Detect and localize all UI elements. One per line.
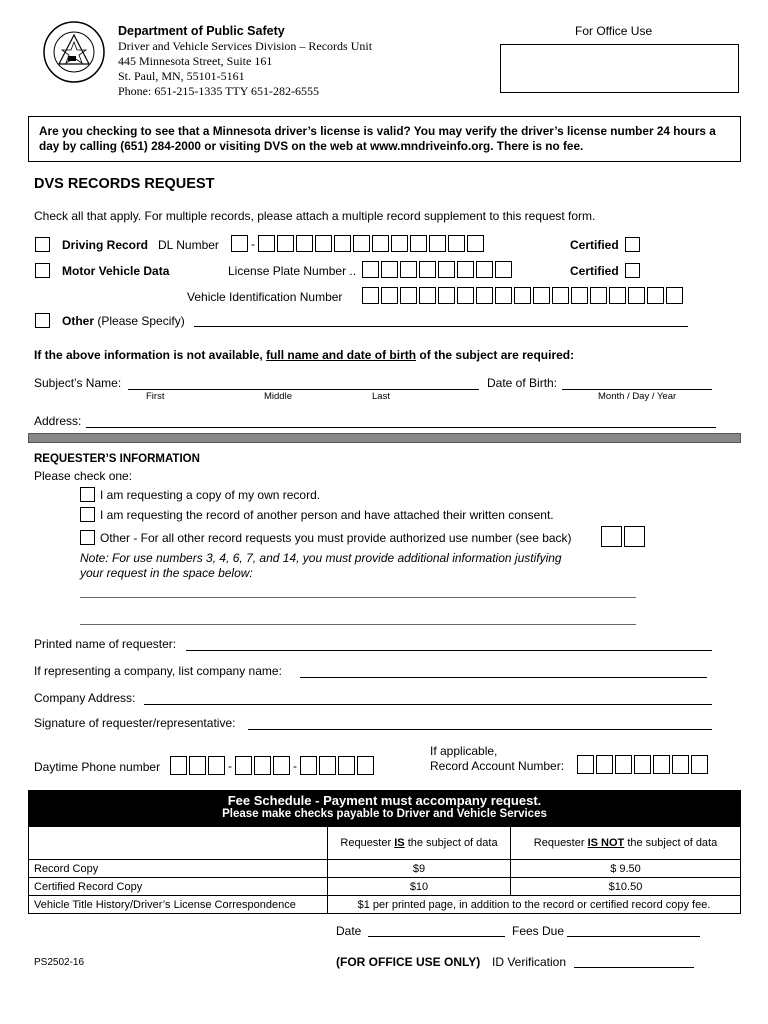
driving-record-label: Driving Record — [62, 238, 149, 252]
vehicle-certified-checkbox[interactable] — [625, 263, 640, 278]
address-line[interactable] — [86, 427, 716, 428]
street-address: 445 Minnesota Street, Suite 161 — [118, 54, 273, 68]
if-applicable-label: If applicable, — [430, 744, 498, 758]
signature-label: Signature of requester/representative: — [34, 716, 236, 730]
fees-due-label: Fees Due — [512, 924, 565, 938]
last-caption: Last — [372, 391, 390, 402]
note-underlined: full name and date of birth — [266, 348, 417, 362]
account-number-input[interactable] — [577, 755, 708, 774]
fee-is-value: $10 — [328, 878, 511, 896]
own-record-label: I am requesting a copy of my own record. — [100, 488, 321, 502]
dept-name: Department of Public Safety — [118, 24, 285, 38]
id-verification-line[interactable] — [574, 967, 694, 968]
driving-certified-checkbox[interactable] — [625, 237, 640, 252]
subject-required-note — [34, 348, 574, 362]
col-is-not-subject: Requester IS NOT the subject of data — [511, 827, 741, 860]
title-history-label: Vehicle Title History/Driver’s License Correspondence — [29, 896, 328, 914]
phone-number-input[interactable]: - - — [170, 756, 374, 775]
check-one-label: Please check one: — [34, 469, 133, 483]
table-row — [29, 896, 741, 914]
phone-label: Daytime Phone number — [34, 760, 161, 774]
request-instructions: Check all that apply. For multiple records, please attach a multiple record supplement to this request form. — [34, 209, 596, 223]
signature-line[interactable] — [248, 729, 712, 730]
date-line[interactable] — [368, 936, 505, 937]
other-text: Other — [62, 314, 95, 328]
vin-label: Vehicle Identification Number — [187, 290, 343, 304]
fee-row-label: Record Copy — [29, 860, 328, 878]
middle-caption: Middle — [264, 391, 292, 402]
fee-schedule-subtitle: Please make checks payable to Driver and Vehicle Services — [222, 808, 547, 820]
dob-label: Date of Birth: — [487, 376, 558, 390]
note-line-1: Note: For use numbers 3, 4, 6, 7, and 14, you must provide additional information justifying — [80, 551, 562, 565]
other-use-label: Other - For all other record requests you must provide authorized use number (see back) — [100, 531, 572, 545]
date-label: Date — [336, 924, 362, 938]
company-name-label: If representing a company, list company name: — [34, 664, 282, 678]
printed-name-label: Printed name of requester: — [34, 637, 177, 651]
request-title: DVS RECORDS REQUEST — [34, 176, 215, 192]
fees-due-line[interactable] — [567, 936, 700, 937]
other-checkbox[interactable] — [35, 313, 50, 328]
note-post: of the subject are required: — [419, 348, 575, 362]
office-use-label: For Office Use — [575, 24, 653, 38]
fee-is-not-value: $10.50 — [511, 878, 741, 896]
fee-schedule-banner — [28, 790, 741, 826]
vin-input[interactable] — [362, 287, 683, 304]
fee-is-not-value: $ 9.50 — [511, 860, 741, 878]
phone-line: Phone: 651-215-1335 TTY 651-282-6555 — [118, 84, 319, 98]
driving-record-checkbox[interactable] — [35, 237, 50, 252]
plate-number-input[interactable] — [362, 261, 512, 278]
dob-line[interactable] — [562, 389, 712, 390]
justification-line-2[interactable] — [80, 624, 636, 625]
division-name: Driver and Vehicle Services Division – Records Unit — [118, 39, 373, 53]
other-label — [62, 314, 185, 328]
other-person-checkbox[interactable] — [80, 507, 95, 522]
company-address-label: Company Address: — [34, 691, 136, 705]
fee-header-row — [29, 827, 741, 860]
other-use-checkbox[interactable] — [80, 530, 95, 545]
motor-vehicle-checkbox[interactable] — [35, 263, 50, 278]
table-row — [29, 860, 741, 878]
justification-line-1[interactable] — [80, 597, 636, 598]
col-is-subject: Requester IS the subject of data — [328, 827, 511, 860]
dl-number-input[interactable]: - — [231, 235, 484, 252]
own-record-checkbox[interactable] — [80, 487, 95, 502]
requester-heading: REQUESTER’S INFORMATION — [34, 453, 200, 465]
dps-seal — [42, 20, 106, 84]
account-number-label: Record Account Number: — [430, 759, 565, 773]
address-label: Address: — [34, 414, 82, 428]
other-specify-line[interactable] — [194, 326, 688, 327]
certified-label: Certified — [570, 238, 619, 252]
please-specify-text: (Please Specify) — [97, 314, 185, 328]
seal-icon — [42, 20, 106, 84]
first-caption: First — [146, 391, 165, 402]
company-name-line[interactable] — [300, 677, 707, 678]
motor-vehicle-label: Motor Vehicle Data — [62, 264, 170, 278]
printed-name-line[interactable] — [186, 650, 712, 651]
note-pre: If the above information is not available, — [34, 348, 263, 362]
office-only-label: (FOR OFFICE USE ONLY) — [336, 955, 481, 969]
fee-row-label: Certified Record Copy — [29, 878, 328, 896]
fee-schedule-title: Fee Schedule - Payment must accompany request. — [227, 793, 542, 808]
use-number-input[interactable] — [601, 526, 645, 547]
dob-format-caption: Month / Day / Year — [598, 391, 677, 402]
verification-notice: Are you checking to see that a Minnesota driver’s license is valid? You may verify the driver’s license number 24 hours a day by calling (651) 284-2000 or visiting DVS on the web at www.mndriveinfo.org. There is no fee. — [28, 116, 741, 162]
office-use-box[interactable] — [500, 44, 739, 93]
plate-label: License Plate Number .. — [228, 264, 357, 278]
other-person-label: I am requesting the record of another person and have attached their written consent. — [100, 508, 554, 522]
title-history-fee: $1 per printed page, in addition to the record or certified record copy fee. — [328, 896, 741, 914]
dl-number-label: DL Number — [158, 238, 219, 252]
certified-label: Certified — [570, 264, 619, 278]
table-row — [29, 878, 741, 896]
fee-table — [28, 826, 741, 914]
form-number: PS2502-16 — [34, 957, 85, 968]
id-verification-label: ID Verification — [492, 955, 567, 969]
fee-is-value: $9 — [328, 860, 511, 878]
company-address-line[interactable] — [144, 704, 712, 705]
note-line-2: your request in the space below: — [80, 566, 253, 580]
subject-name-line[interactable] — [128, 389, 479, 390]
city-address: St. Paul, MN, 55101-5161 — [118, 69, 245, 83]
fee-header-blank — [29, 827, 328, 860]
section-divider — [28, 433, 741, 443]
subject-name-label: Subject’s Name: — [34, 376, 122, 390]
